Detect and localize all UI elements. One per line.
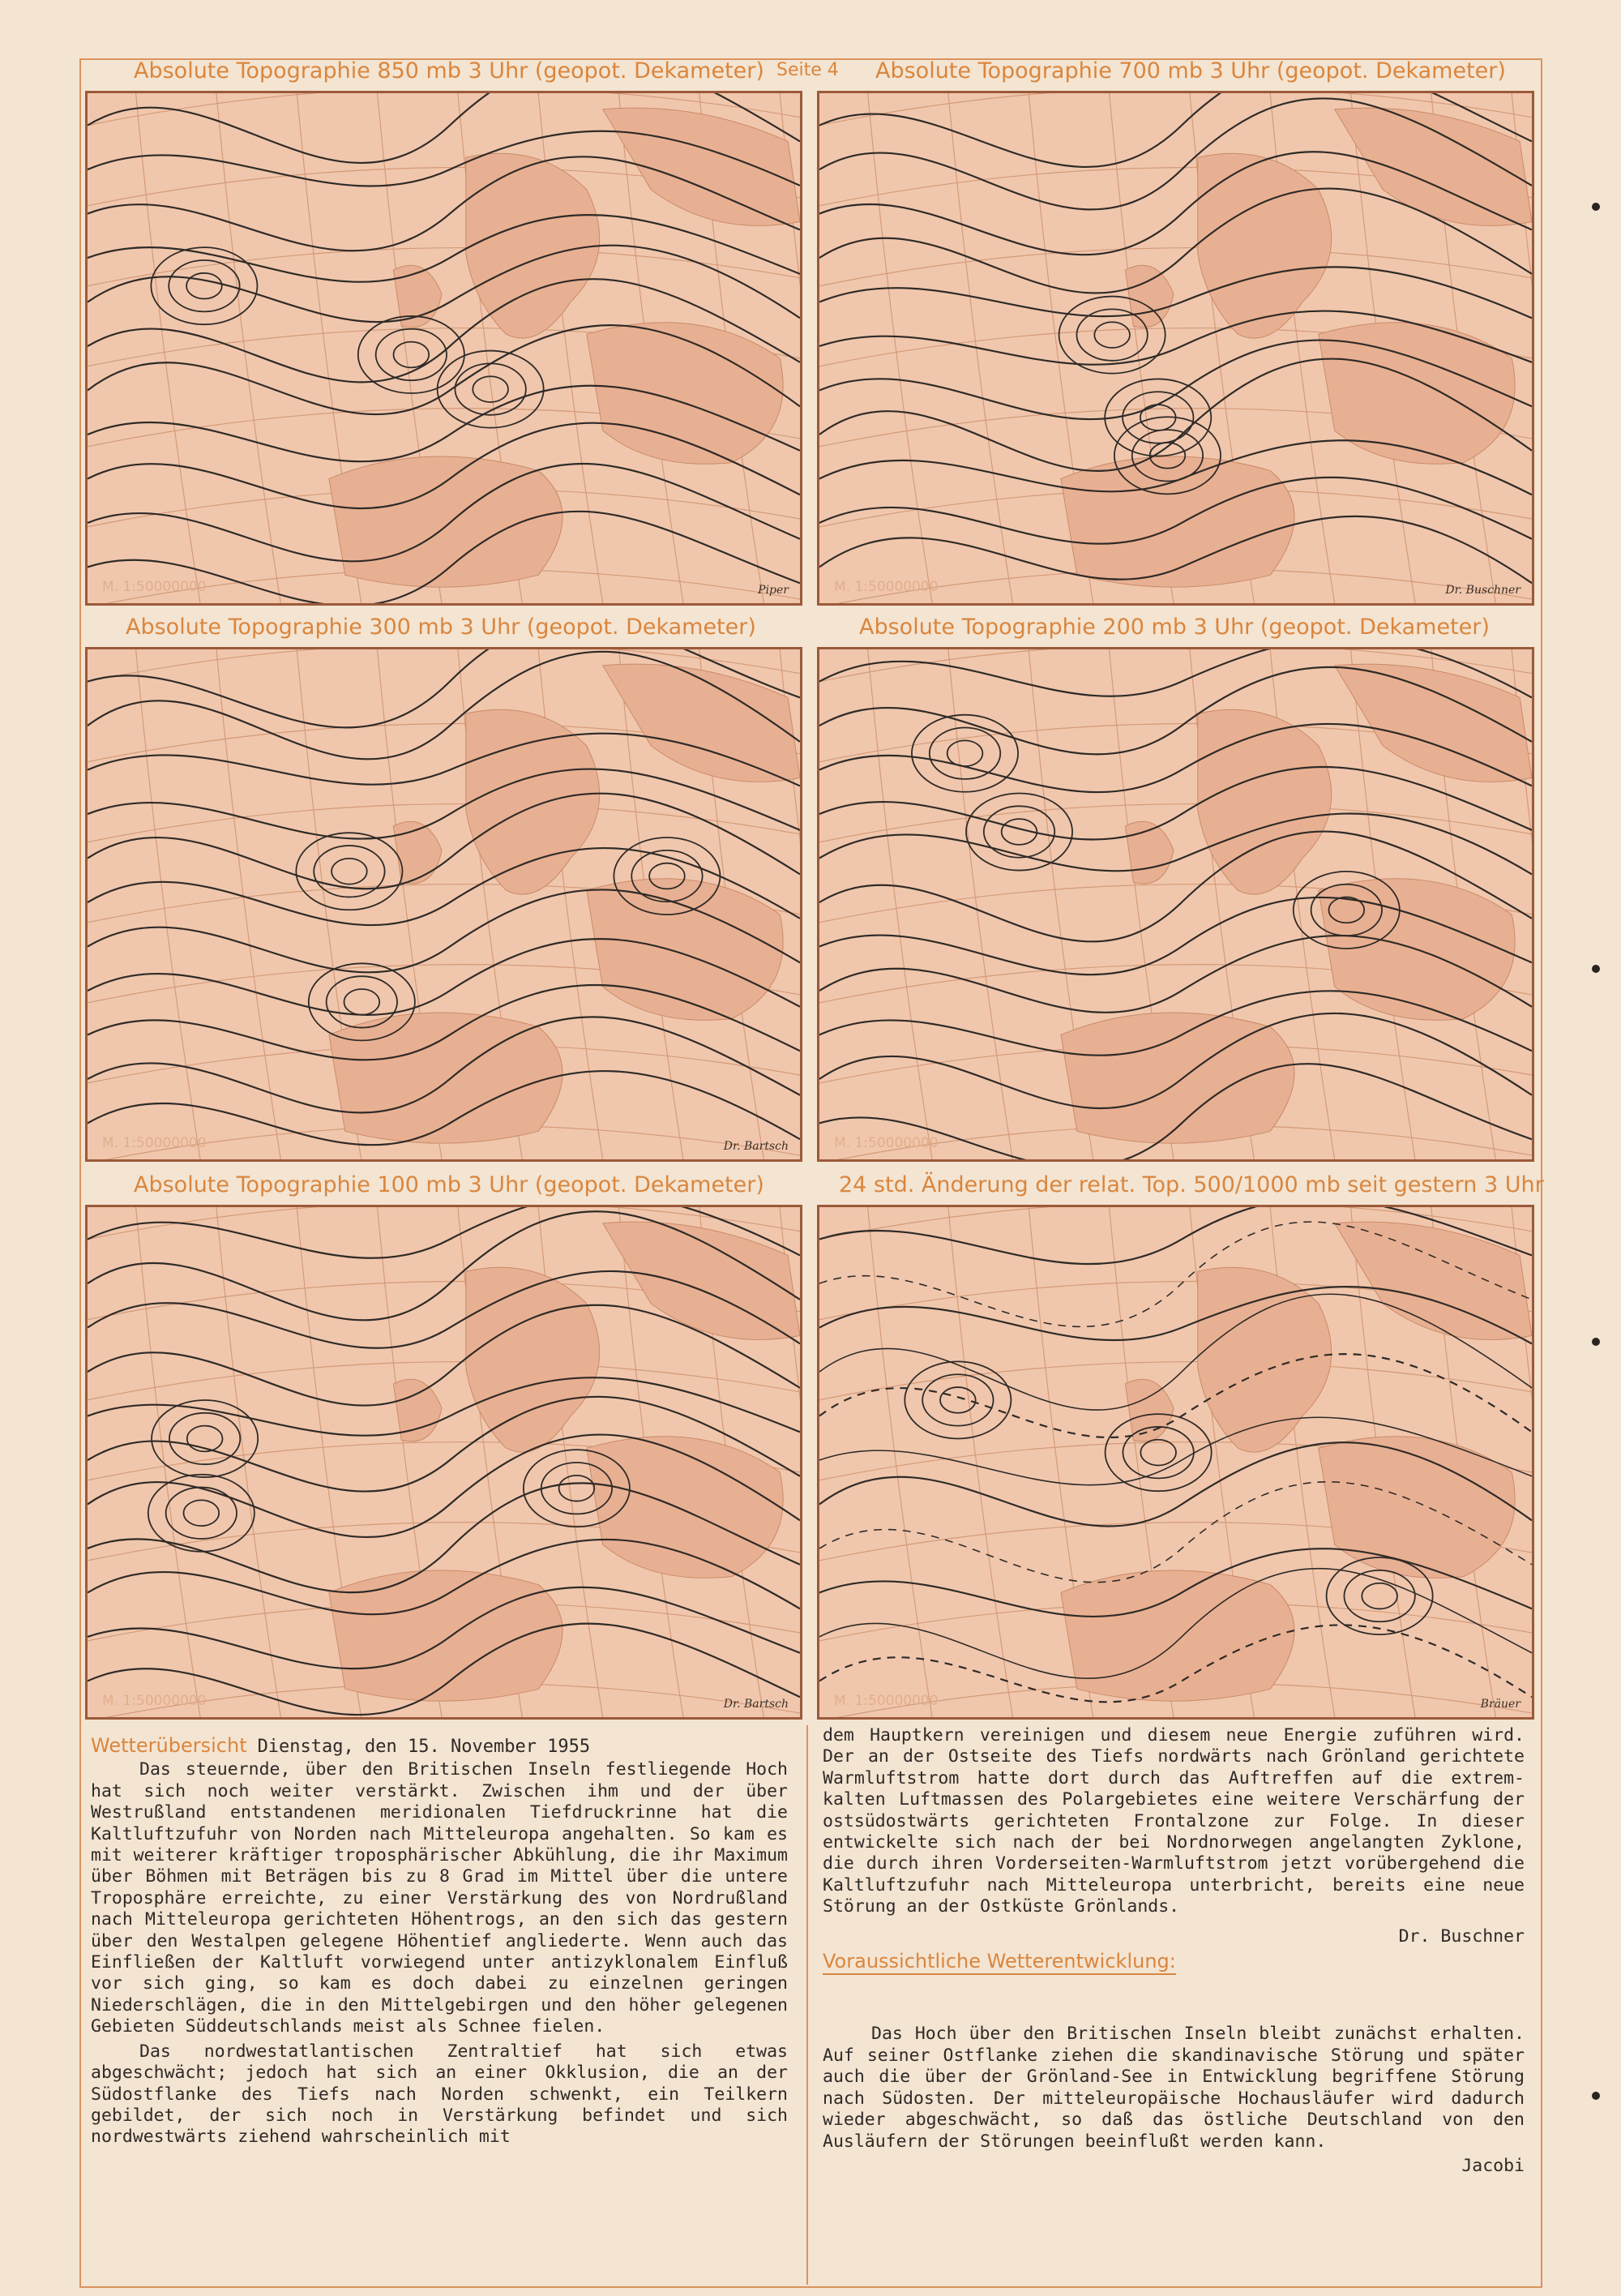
land-mass xyxy=(1061,1570,1294,1701)
closed-contour xyxy=(1344,1570,1414,1621)
graticule-line xyxy=(88,248,800,286)
land-mass xyxy=(587,323,783,465)
graticule-line xyxy=(88,804,800,842)
land-mass xyxy=(587,1437,783,1578)
land-mass xyxy=(1061,456,1294,587)
map-change-500-1000 xyxy=(817,1205,1534,1720)
land-mass xyxy=(1198,709,1332,894)
weather-overview xyxy=(91,1734,798,2148)
overview-author: Dr. Buschner xyxy=(1398,1925,1525,1947)
contour-map-700 xyxy=(819,93,1532,603)
contour-map-change xyxy=(819,1207,1532,1717)
map-700mb xyxy=(817,91,1534,606)
column-divider xyxy=(806,1725,808,2285)
overview-heading: Wetterübersicht xyxy=(91,1734,247,1757)
land-mass xyxy=(1061,1013,1294,1143)
land-mass xyxy=(329,1013,562,1143)
closed-contour xyxy=(1059,297,1165,374)
graticule-line xyxy=(819,1362,1532,1400)
map-title-100: Absolute Topographie 100 mb 3 Uhr (geopot. Dekameter) xyxy=(134,1172,764,1197)
closed-contour xyxy=(1140,1440,1176,1466)
closed-contour xyxy=(169,1413,240,1464)
closed-contour xyxy=(984,806,1054,857)
closed-contour xyxy=(186,273,222,299)
map-scale: M. 1:50000000 xyxy=(102,579,207,595)
land-mass xyxy=(1125,1379,1174,1441)
closed-contour xyxy=(152,1400,258,1477)
closed-contour xyxy=(331,859,367,885)
closed-contour xyxy=(940,1387,976,1413)
closed-contour xyxy=(148,1475,254,1552)
closed-contour xyxy=(166,1488,237,1539)
map-100mb xyxy=(85,1205,802,1720)
contour-map-100 xyxy=(88,1207,800,1717)
map-300mb xyxy=(85,647,802,1162)
map-200mb xyxy=(817,647,1534,1162)
isohypse-line xyxy=(88,794,800,889)
binder-hole xyxy=(1592,965,1600,973)
binder-hole xyxy=(1592,1338,1600,1346)
map-scale: M. 1:50000000 xyxy=(102,1693,207,1709)
closed-contour xyxy=(947,740,983,766)
overview-paragraph-1: Das steuernde, über den Britischen Inseln festliegende Hoch hat sich noch weiter verstärkt. Zwischen ihm und der über Westrußland entstandenen meridionalen Tiefdruckrinne hat die Kaltluftzufuhr von Norden nach Mitteleuropa angehalten. So kam es mit weiterer kräftiger troposphärischer Abkühlung, die ihr Maximum über Böhmen mit Beträgen bis zu 8 Grad im Mittel über die untere Troposphäre erreichte, zu einer Verstärkung des von Nordrußland nach Mitteleuropa gerichteten Höhentrogs, an den sich das gestern über den Westalpen gelegene Höhentief angliederte. Wenn auch das Einfließen der Kaltluft vorwiegend unter antizyklonalem Einfluß vor sich ging, so kam es doch dabei zu einzelnen geringen Niederschlägen, die in den Mittelgebirgen und den höher gelegenen Gebieten Süddeutschlands meist als Schnee fielen. xyxy=(91,1759,798,2037)
closed-contour xyxy=(1362,1583,1397,1609)
isohypse-line xyxy=(819,267,1532,318)
closed-contour xyxy=(183,1500,219,1526)
contour-map-850 xyxy=(88,93,800,603)
forecast-author: Jacobi xyxy=(1461,2155,1525,2176)
isohypse-line xyxy=(819,814,1532,875)
land-mass xyxy=(466,709,600,894)
closed-contour xyxy=(930,728,1000,779)
land-mass xyxy=(603,664,800,782)
land-mass xyxy=(1125,265,1174,328)
closed-contour xyxy=(376,329,447,380)
map-title-300: Absolute Topographie 300 mb 3 Uhr (geopot. Dekameter) xyxy=(126,615,756,640)
closed-contour xyxy=(912,715,1018,792)
map-title-850: Absolute Topographie 850 mb 3 Uhr (geopot. Dekameter) xyxy=(134,58,764,84)
land-mass xyxy=(1335,108,1532,225)
isohypse-line xyxy=(88,1377,800,1436)
contour-map-300 xyxy=(88,649,800,1159)
land-mass xyxy=(603,108,800,225)
overview-paragraph-3: dem Hauptkern vereinigen und diesem neue Energie zuführen wird. Der an der Ostseite des Tiefs nordwärts nach Grönland gerichtete Warmluftstrom hatte dort durch das Auftreffen auf die extrem-kalten Luftmassen des Polargebietes eine weitere Verschärfung der ostsüdostwärts gerichteten Frontalzone zur Folge. In dieser entwickelte sich nach der bei Nordnorwegen angelangten Zyklone, die durch ihren Vorderseiten-Warmluftstrom jetzt vorübergehend die Kaltluftzufuhr nach Mitteleuropa unterbricht, bereits eine neue Störung an der Ostküste Grönlands. xyxy=(823,1725,1535,1917)
map-signature: Dr. Bartsch xyxy=(723,1140,789,1153)
map-title-700: Absolute Topographie 700 mb 3 Uhr (geopot. Dekameter) xyxy=(875,58,1506,84)
map-signature: Piper xyxy=(758,584,789,597)
land-mass xyxy=(329,456,562,587)
closed-contour xyxy=(559,1476,595,1501)
map-signature: Dr. Bartsch xyxy=(723,1698,789,1711)
land-mass xyxy=(1335,1222,1532,1339)
forecast-text: Das Hoch über den Britischen Inseln bleibt zunächst erhalten. Auf seiner Ostflanke ziehen die skandinavische Störung und später auch die über der Grönland-See in Entwicklung begriffene Störung nach Südosten. Der mitteleuropäische Hochausläufer wird dadurch wieder abgeschwächt, so daß das östliche Deutschland von den Ausläufern der Störungen beeinflußt werden kann. xyxy=(823,2024,1535,2152)
map-title-change: 24 std. Änderung der relat. Top. 500/1000 mb seit gestern 3 Uhr xyxy=(839,1172,1544,1197)
binder-hole xyxy=(1592,203,1600,211)
isohypse-line xyxy=(819,1354,1532,1437)
isohypse-line xyxy=(819,767,1532,840)
map-signature: Dr. Buschner xyxy=(1445,584,1520,597)
closed-contour xyxy=(327,976,397,1027)
closed-contour xyxy=(438,351,544,428)
graticule-line xyxy=(948,1207,1012,1717)
overview-paragraph-2: Das nordwestatlantischen Zentraltief hat sich etwas abgeschwächt; jedoch hat sich an einer Okklusion, die an der Südostflanke des Tiefs nach Norden schwenkt, ein Teilkern gebildet, der sich noch in Verstärkung befindet und sich nordwestwärts ziehend wahrscheinlich mit xyxy=(91,2041,798,2148)
closed-contour xyxy=(344,989,379,1015)
land-mass xyxy=(1319,323,1515,465)
closed-contour xyxy=(1094,322,1130,348)
land-mass xyxy=(393,821,442,884)
map-title-200: Absolute Topographie 200 mb 3 Uhr (geopot. Dekameter) xyxy=(859,615,1490,640)
map-scale: M. 1:50000000 xyxy=(834,579,939,595)
closed-contour xyxy=(296,833,402,910)
closed-contour xyxy=(905,1361,1011,1438)
contour-map-200 xyxy=(819,649,1532,1159)
graticule-line xyxy=(216,93,280,603)
forecast-heading: Voraussichtliche Wetterentwicklung: xyxy=(823,1951,1176,1975)
closed-contour xyxy=(314,846,384,897)
map-scale: M. 1:50000000 xyxy=(834,1693,939,1709)
map-scale: M. 1:50000000 xyxy=(834,1135,939,1151)
land-mass xyxy=(466,153,600,338)
land-mass xyxy=(329,1570,562,1701)
closed-contour xyxy=(151,247,257,324)
binder-hole xyxy=(1592,2092,1600,2100)
land-mass xyxy=(587,879,783,1021)
closed-contour xyxy=(393,342,429,368)
overview-date: Dienstag, den 15. November 1955 xyxy=(257,1737,591,1757)
closed-contour xyxy=(922,1374,993,1425)
land-mass xyxy=(466,1267,600,1452)
closed-contour xyxy=(455,363,525,414)
closed-contour xyxy=(966,793,1072,870)
map-scale: M. 1:50000000 xyxy=(102,1135,207,1151)
map-850mb xyxy=(85,91,802,606)
map-signature: Bräuer xyxy=(1480,1698,1520,1711)
page-number: Seite 4 xyxy=(776,60,839,80)
overview-continued xyxy=(823,1725,1535,2177)
land-mass xyxy=(393,265,442,328)
